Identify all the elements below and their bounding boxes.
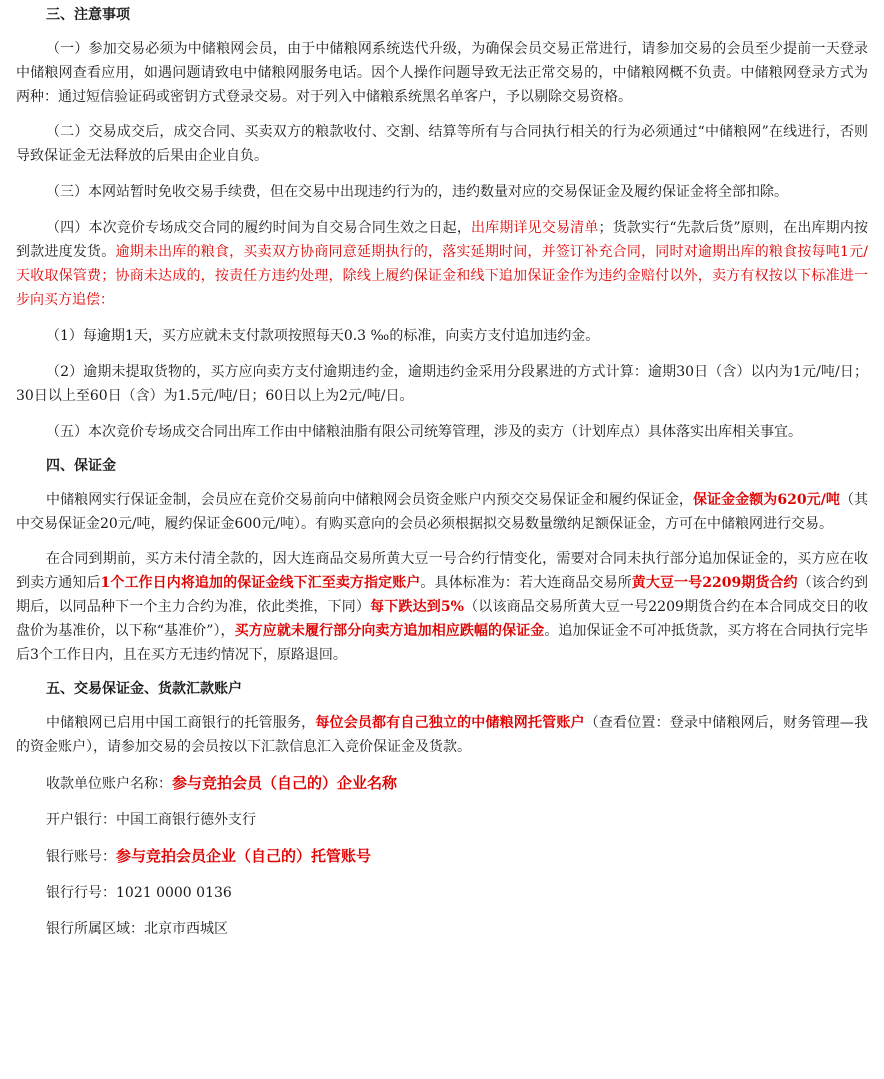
- s3-paragraph-7: （五）本次竞价专场成交合同出库工作由中储粮油脂有限公司统筹管理，涉及的卖方（计划库点）具体落实出库相关事宜。: [46, 424, 802, 440]
- s4-p2-text-c: （该合约到期后，以同品种下一个主力合约为准，依此类推，下同）: [16, 575, 869, 615]
- section-3-heading: 三、注意事项: [46, 7, 130, 23]
- s3-paragraph-1: （一）参加交易必须为中储粮网会员，由于中储粮网系统迭代升级，为确保会员交易正常进行，请参加交易的会员至少提前一天登录中储粮网查看应用，如遇问题请致电中储粮网服务电话。因个人操作问题导致无法正常交易的，中储粮网概不负责。中储粮网登录方式为两种：通过短信验证码或密钥方式登录交易。对于列入中储粮系统黑名单客户，予以剔除交易资格。: [16, 41, 868, 105]
- account-label: 银行账号：: [46, 849, 116, 865]
- s3-paragraph-3: （三）本网站暂时免收交易手续费，但在交易中出现违约行为的，违约数量对应的交易保证金及履约保证金将全部扣除。: [46, 184, 788, 200]
- s4-p2-text-d: （以该商品交易所黄大豆一号2209期货合约在本合同成交日的收盘价为基准价，以下称“基准价”），: [16, 599, 869, 639]
- bank-value: 中国工商银行德外支行: [116, 812, 256, 828]
- s3-p4-red-overdue: 逾期未出库的粮食，买卖双方协商同意延期执行的，落实延期时间，并签订补充合同，同时对逾期出库的粮食按每吨1元/天收取保管费；协商未达成的，按责任方违约处理，除线上履约保证金和线下追加保证金作为违约金赔付以外，卖方有权按以下标准进一步向买方追偿：: [16, 244, 869, 308]
- s5-p1-text-a: 中储粮网已启用中国工商银行的托管服务，: [46, 715, 316, 731]
- s4-p2-red-4: 买方应就未履行部分向卖方追加相应跌幅的保证金: [234, 623, 545, 639]
- bank-region-label: 银行所属区域：: [46, 921, 144, 937]
- payee-value: 参与竞拍会员（自己的）企业名称: [172, 774, 398, 792]
- s3-p4-red-delivery: 出库期详见交易清单: [471, 220, 599, 236]
- s4-p1-text-a: 中储粮网实行保证金制，会员应在竞价交易前向中储粮网会员资金账户内预交交易保证金和履约保证金，: [46, 492, 693, 508]
- notice-document: [0, 3, 884, 1079]
- section-4-heading: 四、保证金: [46, 458, 116, 474]
- s4-p2-red-3: 每下跌达到5%: [370, 599, 464, 615]
- s3-p4-text-a: （四）本次竞价专场成交合同的履约时间为自交易合同生效之日起，: [46, 220, 472, 236]
- s3-paragraph-4: [16, 216, 868, 312]
- s3-paragraph-5: （1）每逾期1天，买方应就未支付款项按照每天0.3 ‰的标准，向卖方支付追加违约金。: [46, 328, 600, 344]
- bank-row: [16, 808, 868, 832]
- s4-paragraph-2: [16, 547, 868, 667]
- account-number-row: [16, 844, 868, 869]
- bank-number-value: 1021 0000 0136: [116, 885, 232, 901]
- s4-p1-text-b: （其中交易保证金20元/吨，履约保证金600元/吨）。有购买意向的会员必须根据拟交易数量缴纳足额保证金，方可在中储粮网进行交易。: [16, 492, 869, 532]
- s4-p2-text-e: 。追加保证金不可冲抵货款，买方将在合同执行完毕后3个工作日内，且在买方无违约情况下，原路退回。: [16, 623, 868, 663]
- account-value: 参与竞拍会员企业（自己的）托管账号: [116, 847, 372, 865]
- payee-label: 收款单位账户名称：: [46, 776, 172, 792]
- s3-p4-text-b: ；货款实行“先款后货”原则，在出库期内按到款进度发货。: [16, 220, 869, 260]
- s5-paragraph-1: [16, 711, 868, 759]
- s4-paragraph-1: [16, 488, 868, 536]
- s5-p1-text-b: （查看位置：登录中储粮网后，财务管理—我的资金账户），请参加交易的会员按以下汇款信息汇入竞价保证金及货款。: [16, 715, 869, 755]
- bank-number-label: 银行行号：: [46, 885, 116, 901]
- s4-p2-red-1: 1个工作日内将追加的保证金线下汇至卖方指定账户: [100, 575, 421, 591]
- s4-p2-text-b: 。具体标准为：若大连商品交易所: [420, 575, 632, 591]
- s5-p1-red: 每位会员都有自己独立的中储粮网托管账户: [315, 715, 585, 731]
- s4-p2-red-2: 黄大豆一号2209期货合约: [631, 575, 798, 591]
- s4-p1-red-amount: 保证金金额为620元/吨: [692, 492, 840, 508]
- s4-p2-text-a: 在合同到期前，买方未付清全款的，因大连商品交易所黄大豆一号合约行情变化，需要对合同未执行部分追加保证金的，买方应在收到卖方通知后: [16, 551, 868, 591]
- payee-account-row: [16, 771, 868, 796]
- s3-paragraph-6: （2）逾期未提取货物的，买方应向卖方支付逾期违约金，逾期违约金采用分段累进的方式计算：逾期30日（含）以内为1元/吨/日；30日以上至60日（含）为1.5元/吨/日；60日以上为2元/吨/日。: [16, 364, 868, 404]
- bank-region-row: [16, 917, 868, 941]
- bank-number-row: [16, 881, 868, 905]
- s3-paragraph-2: （二）交易成交后，成交合同、买卖双方的粮款收付、交割、结算等所有与合同执行相关的行为必须通过“中储粮网”在线进行，否则导致保证金无法释放的后果由企业自负。: [16, 124, 868, 164]
- bank-region-value: 北京市西城区: [144, 921, 228, 937]
- bank-label: 开户银行：: [46, 812, 116, 828]
- section-5-heading: 五、交易保证金、货款汇款账户: [46, 681, 242, 697]
